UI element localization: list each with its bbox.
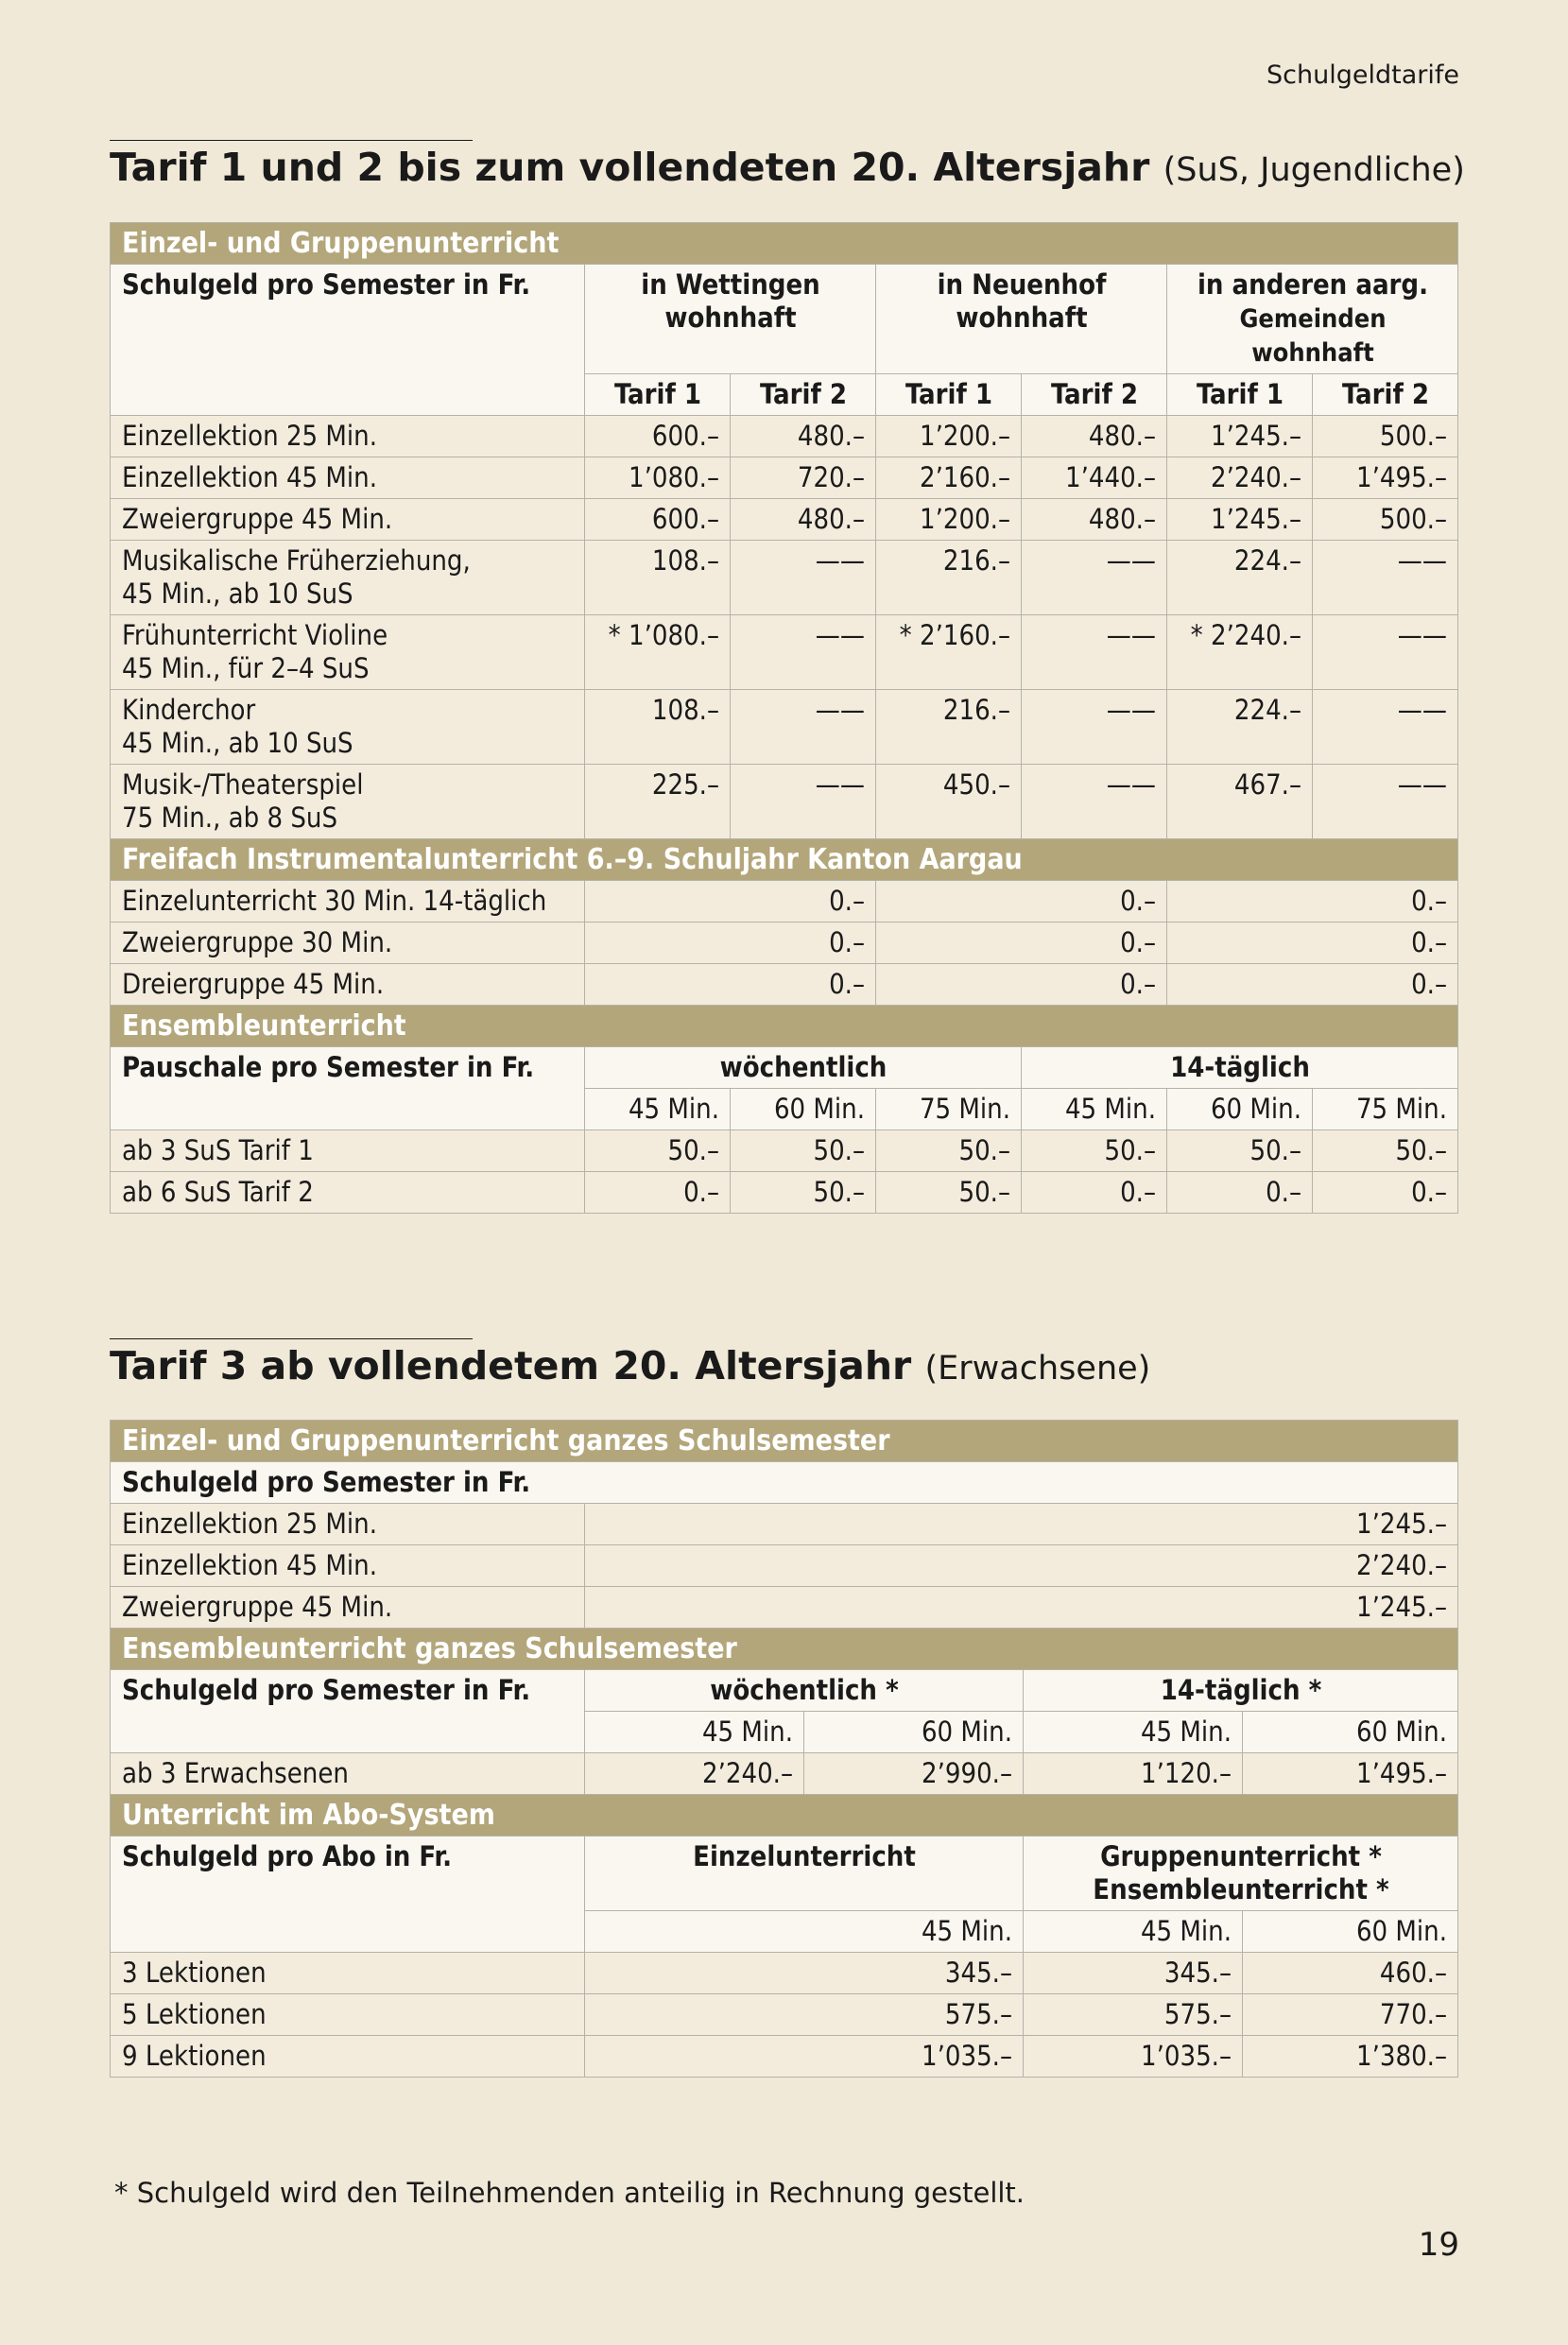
row-label: Einzellektion 25 Min.	[111, 1504, 585, 1545]
cell-line: 45 Min., ab 10 SuS	[122, 578, 353, 610]
row-label	[111, 615, 585, 690]
column-header-row	[111, 1047, 1458, 1089]
price-cell: 2’240.–	[585, 1545, 1458, 1587]
row-label: 9 Lektionen	[111, 2036, 585, 2078]
cell-line: in anderen aarg.	[1197, 268, 1429, 301]
duration-header: 45 Min.	[585, 1911, 1024, 1953]
cell-line: Einzellektion 25 Min.	[122, 420, 378, 452]
price-cell: 500.–	[1313, 499, 1458, 541]
section-header	[111, 1006, 1458, 1047]
price-row	[111, 499, 1458, 541]
duration-header: 45 Min.	[1024, 1911, 1243, 1953]
row-label: Zweiergruppe 45 Min.	[111, 1587, 585, 1629]
price-row	[111, 1587, 1458, 1629]
tarif3-heading	[110, 1343, 1150, 1388]
price-cell: * 2’240.–	[1167, 615, 1313, 690]
heading-rule	[110, 140, 473, 141]
price-cell: 0.–	[585, 1172, 731, 1214]
price-row	[111, 457, 1458, 499]
price-cell: 2’240.–	[1167, 457, 1313, 499]
column-header-row	[111, 1836, 1458, 1911]
duration-header: 75 Min.	[876, 1089, 1022, 1130]
cell-line: Gemeinden wohnhaft	[1239, 304, 1387, 368]
column-header-row	[111, 265, 1458, 374]
price-cell: 0.–	[1167, 964, 1458, 1006]
column-header-woechentlich: wöchentlich *	[585, 1670, 1024, 1712]
price-cell: 480.–	[731, 499, 876, 541]
column-header-gruppenunterricht	[1024, 1836, 1458, 1911]
price-cell: 0.–	[876, 922, 1167, 964]
price-cell: 50.–	[1022, 1130, 1167, 1172]
cell-line: Einzellektion 45 Min.	[122, 461, 378, 493]
row-label: 5 Lektionen	[111, 1994, 585, 2036]
tarif12-title: Tarif 1 und 2 bis zum vollendeten 20. Altersjahr	[110, 145, 1150, 190]
price-cell: 467.–	[1167, 765, 1313, 839]
price-cell: ——	[1313, 765, 1458, 839]
row-label: ab 6 SuS Tarif 2	[111, 1172, 585, 1214]
price-cell: 216.–	[876, 541, 1022, 615]
tarif-header: Tarif 1	[1167, 374, 1313, 416]
cell-line: Frühunterricht Violine	[122, 619, 388, 651]
price-cell: * 2’160.–	[876, 615, 1022, 690]
column-header-woechentlich: wöchentlich	[585, 1047, 1022, 1089]
tarif-header: Tarif 1	[876, 374, 1022, 416]
price-cell: 1’080.–	[585, 457, 731, 499]
price-cell: 1’495.–	[1243, 1753, 1458, 1795]
row-label: Zweiergruppe 30 Min.	[111, 922, 585, 964]
price-cell: ——	[1313, 615, 1458, 690]
price-cell: 600.–	[585, 499, 731, 541]
row-label	[111, 690, 585, 765]
price-cell: ——	[731, 615, 876, 690]
price-cell: 1’495.–	[1313, 457, 1458, 499]
price-cell: 0.–	[876, 964, 1167, 1006]
duration-header: 60 Min.	[1243, 1712, 1458, 1753]
cell-line: Musikalische Früherziehung,	[122, 544, 471, 577]
row-header-label: Pauschale pro Semester in Fr.	[111, 1047, 585, 1130]
price-cell: 460.–	[1243, 1953, 1458, 1994]
price-cell: 224.–	[1167, 541, 1313, 615]
duration-header: 75 Min.	[1313, 1089, 1458, 1130]
price-row	[111, 1994, 1458, 2036]
price-cell: ——	[1022, 765, 1167, 839]
price-row	[111, 1504, 1458, 1545]
price-cell: * 1’080.–	[585, 615, 731, 690]
price-cell: 0.–	[876, 881, 1167, 922]
price-cell: 720.–	[731, 457, 876, 499]
duration-header: 45 Min.	[1024, 1712, 1243, 1753]
price-cell: 1’245.–	[585, 1504, 1458, 1545]
section-header	[111, 839, 1458, 881]
cell-line: 45 Min., für 2–4 SuS	[122, 652, 370, 684]
duration-header: 45 Min.	[585, 1712, 804, 1753]
price-cell: 575.–	[585, 1994, 1024, 2036]
tarif3-table	[110, 1420, 1458, 2078]
duration-header: 60 Min.	[804, 1712, 1024, 1753]
price-cell: 450.–	[876, 765, 1022, 839]
price-cell: 1’245.–	[585, 1587, 1458, 1629]
cell-line: Kinderchor	[122, 694, 256, 726]
price-cell: 0.–	[1167, 1172, 1313, 1214]
duration-header: 60 Min.	[1243, 1911, 1458, 1953]
price-cell: 224.–	[1167, 690, 1313, 765]
price-cell: 50.–	[731, 1130, 876, 1172]
price-cell: 770.–	[1243, 1994, 1458, 2036]
section-title: Ensembleunterricht	[111, 1006, 1458, 1047]
price-cell: 108.–	[585, 541, 731, 615]
price-cell: 0.–	[1167, 922, 1458, 964]
running-head: Schulgeldtarife	[1266, 60, 1459, 90]
row-label	[111, 499, 585, 541]
price-cell: 345.–	[585, 1953, 1024, 1994]
price-cell: 600.–	[585, 416, 731, 457]
price-cell: 1’245.–	[1167, 499, 1313, 541]
price-cell: ——	[731, 690, 876, 765]
price-cell: ——	[1022, 541, 1167, 615]
price-cell: 1’200.–	[876, 499, 1022, 541]
price-cell: 1’035.–	[1024, 2036, 1243, 2078]
price-row	[111, 690, 1458, 765]
tarif-header: Tarif 2	[1022, 374, 1167, 416]
section-header	[111, 1629, 1458, 1670]
price-row	[111, 1545, 1458, 1587]
tarif12-heading	[110, 145, 1465, 190]
price-cell: ——	[731, 765, 876, 839]
tarif-header: Tarif 1	[585, 374, 731, 416]
price-row	[111, 2036, 1458, 2078]
price-cell: 480.–	[731, 416, 876, 457]
price-cell: 0.–	[585, 964, 876, 1006]
cell-line: Zweiergruppe 45 Min.	[122, 503, 393, 535]
price-row	[111, 1953, 1458, 1994]
price-cell: 225.–	[585, 765, 731, 839]
column-header-row	[111, 1462, 1458, 1504]
cell-line: 75 Min., ab 8 SuS	[122, 802, 338, 834]
duration-header: 45 Min.	[1022, 1089, 1167, 1130]
price-cell: ——	[1022, 615, 1167, 690]
row-label: ab 3 SuS Tarif 1	[111, 1130, 585, 1172]
column-header-wettingen: in Wettingen wohnhaft	[585, 265, 876, 374]
duration-header: 60 Min.	[731, 1089, 876, 1130]
price-cell: 1’035.–	[585, 2036, 1024, 2078]
price-row	[111, 964, 1458, 1006]
price-cell: 1’245.–	[1167, 416, 1313, 457]
price-cell: 480.–	[1022, 499, 1167, 541]
row-label: ab 3 Erwachsenen	[111, 1753, 585, 1795]
section-header	[111, 1421, 1458, 1462]
column-header-14-taeglich: 14-täglich *	[1024, 1670, 1458, 1712]
price-cell: 1’200.–	[876, 416, 1022, 457]
price-row	[111, 881, 1458, 922]
tarif-header: Tarif 2	[1313, 374, 1458, 416]
price-cell: 108.–	[585, 690, 731, 765]
price-row	[111, 1753, 1458, 1795]
duration-header: 60 Min.	[1167, 1089, 1313, 1130]
price-row	[111, 1172, 1458, 1214]
price-cell: 345.–	[1024, 1953, 1243, 1994]
price-row	[111, 416, 1458, 457]
price-row	[111, 615, 1458, 690]
price-cell: 575.–	[1024, 1994, 1243, 2036]
price-row	[111, 541, 1458, 615]
section-title: Ensembleunterricht ganzes Schulsemester	[111, 1629, 1458, 1670]
price-cell: 50.–	[876, 1172, 1022, 1214]
price-cell: ——	[731, 541, 876, 615]
row-label: Einzelunterricht 30 Min. 14-täglich	[111, 881, 585, 922]
row-label	[111, 765, 585, 839]
row-header-label: Schulgeld pro Semester in Fr.	[111, 1462, 1458, 1504]
price-cell: 0.–	[585, 922, 876, 964]
price-cell: 50.–	[585, 1130, 731, 1172]
price-cell: ——	[1313, 690, 1458, 765]
section-header	[111, 1795, 1458, 1836]
price-cell: 480.–	[1022, 416, 1167, 457]
footnote: * Schulgeld wird den Teilnehmenden anteilig in Rechnung gestellt.	[114, 2177, 1025, 2209]
tarif-header: Tarif 2	[731, 374, 876, 416]
section-title: Einzel- und Gruppenunterricht	[111, 223, 1458, 265]
row-header-label: Schulgeld pro Semester in Fr.	[111, 1670, 585, 1753]
price-cell: 2’990.–	[804, 1753, 1024, 1795]
tarif3-title: Tarif 3 ab vollendetem 20. Altersjahr	[110, 1343, 912, 1388]
cell-line: 45 Min., ab 10 SuS	[122, 727, 353, 759]
section-title: Freifach Instrumentalunterricht 6.–9. Schuljahr Kanton Aargau	[111, 839, 1458, 881]
row-label: 3 Lektionen	[111, 1953, 585, 1994]
row-label	[111, 457, 585, 499]
section-title: Unterricht im Abo-System	[111, 1795, 1458, 1836]
row-label: Einzellektion 45 Min.	[111, 1545, 585, 1587]
cell-line: Musik-/Theaterspiel	[122, 768, 364, 801]
section-title: Einzel- und Gruppenunterricht ganzes Schulsemester	[111, 1421, 1458, 1462]
price-cell: 0.–	[1022, 1172, 1167, 1214]
price-cell: 50.–	[876, 1130, 1022, 1172]
price-cell: 500.–	[1313, 416, 1458, 457]
row-label: Dreiergruppe 45 Min.	[111, 964, 585, 1006]
row-header-label: Schulgeld pro Abo in Fr.	[111, 1836, 585, 1953]
price-row	[111, 765, 1458, 839]
column-header-14-taeglich: 14-täglich	[1022, 1047, 1458, 1089]
price-cell: 50.–	[1313, 1130, 1458, 1172]
cell-line: Gruppenunterricht *	[1100, 1840, 1382, 1872]
price-cell: 1’380.–	[1243, 2036, 1458, 2078]
price-cell: 1’440.–	[1022, 457, 1167, 499]
price-cell: 2’240.–	[585, 1753, 804, 1795]
row-label	[111, 541, 585, 615]
price-cell: 50.–	[731, 1172, 876, 1214]
section-header	[111, 223, 1458, 265]
price-cell: 2’160.–	[876, 457, 1022, 499]
price-row	[111, 922, 1458, 964]
column-header-einzelunterricht: Einzelunterricht	[585, 1836, 1024, 1911]
heading-rule	[110, 1338, 473, 1339]
price-cell: 216.–	[876, 690, 1022, 765]
price-cell: 0.–	[585, 881, 876, 922]
row-label	[111, 416, 585, 457]
column-header-row	[111, 1670, 1458, 1712]
price-cell: ——	[1313, 541, 1458, 615]
tarif12-table	[110, 222, 1458, 1214]
column-header-andere	[1167, 265, 1458, 374]
page-number: 19	[1418, 2226, 1459, 2264]
duration-header: 45 Min.	[585, 1089, 731, 1130]
price-cell: 0.–	[1313, 1172, 1458, 1214]
price-row	[111, 1130, 1458, 1172]
row-header-label: Schulgeld pro Semester in Fr.	[111, 265, 585, 416]
price-cell: ——	[1022, 690, 1167, 765]
price-cell: 0.–	[1167, 881, 1458, 922]
cell-line: Ensembleunterricht *	[1093, 1873, 1389, 1905]
tarif3-subtitle: (Erwachsene)	[924, 1350, 1151, 1388]
price-cell: 1’120.–	[1024, 1753, 1243, 1795]
price-cell: 50.–	[1167, 1130, 1313, 1172]
column-header-neuenhof: in Neuenhof wohnhaft	[876, 265, 1167, 374]
tarif12-subtitle: (SuS, Jugendliche)	[1163, 151, 1465, 189]
